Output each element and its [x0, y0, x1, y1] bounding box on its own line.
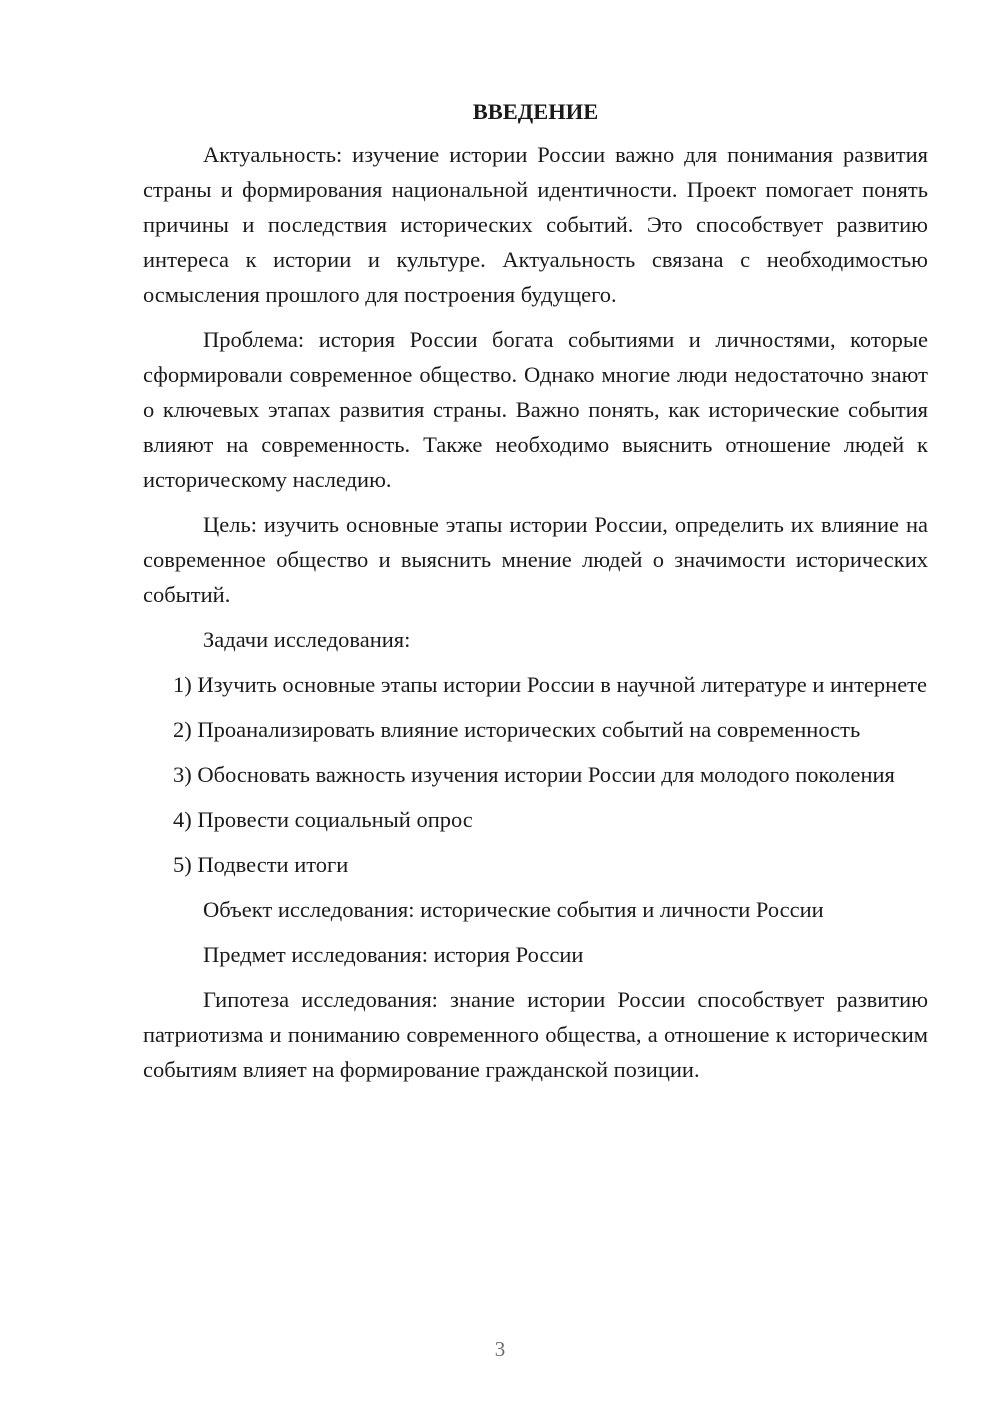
research-subject: Предмет исследования: история России [203, 942, 584, 967]
task-item: 1) Изучить основные этапы истории России в научной литературе и интернете [173, 672, 928, 697]
research-object: Объект исследования: исторические события и личности России [203, 897, 824, 922]
task-item: 4) Провести социальный опрос [173, 807, 473, 832]
task-item: 5) Подвести итоги [173, 852, 349, 877]
page-content [143, 94, 928, 1097]
task-item: 3) Обосновать важность изучения истории России для молодого поколения [173, 762, 895, 787]
problem-paragraph: Проблема: история России богата событиями и личностями, которые сформировали современное общество. Однако многие люди недостаточно знают о ключевых этапах развития страны. Важно понять, как исторические события влияют на современность. Также необходимо выяснить отношение людей к историческому наследию. [143, 327, 928, 492]
hypothesis-paragraph: Гипотеза исследования: знание истории России способствует развитию патриотизма и пониманию современного общества, а отношение к историческим событиям влияет на формирование гражданской позиции. [143, 987, 928, 1082]
page-number: 3 [494, 1337, 506, 1361]
tasks-heading: Задачи исследования: [203, 627, 411, 652]
section-title: ВВЕДЕНИЕ [472, 99, 599, 124]
goal-paragraph: Цель: изучить основные этапы истории России, определить их влияние на современное общество и выяснить мнение людей о значимости исторических событий. [143, 512, 928, 607]
relevance-paragraph: Актуальность: изучение истории России важно для понимания развития страны и формирования национальной идентичности. Проект помогает понять причины и последствия исторических событий. Это способствует развитию интереса к истории и культуре. Актуальность связана с необходимостью осмысления прошлого для построения будущего. [143, 142, 928, 307]
task-item: 2) Проанализировать влияние исторических событий на современность [173, 717, 861, 742]
